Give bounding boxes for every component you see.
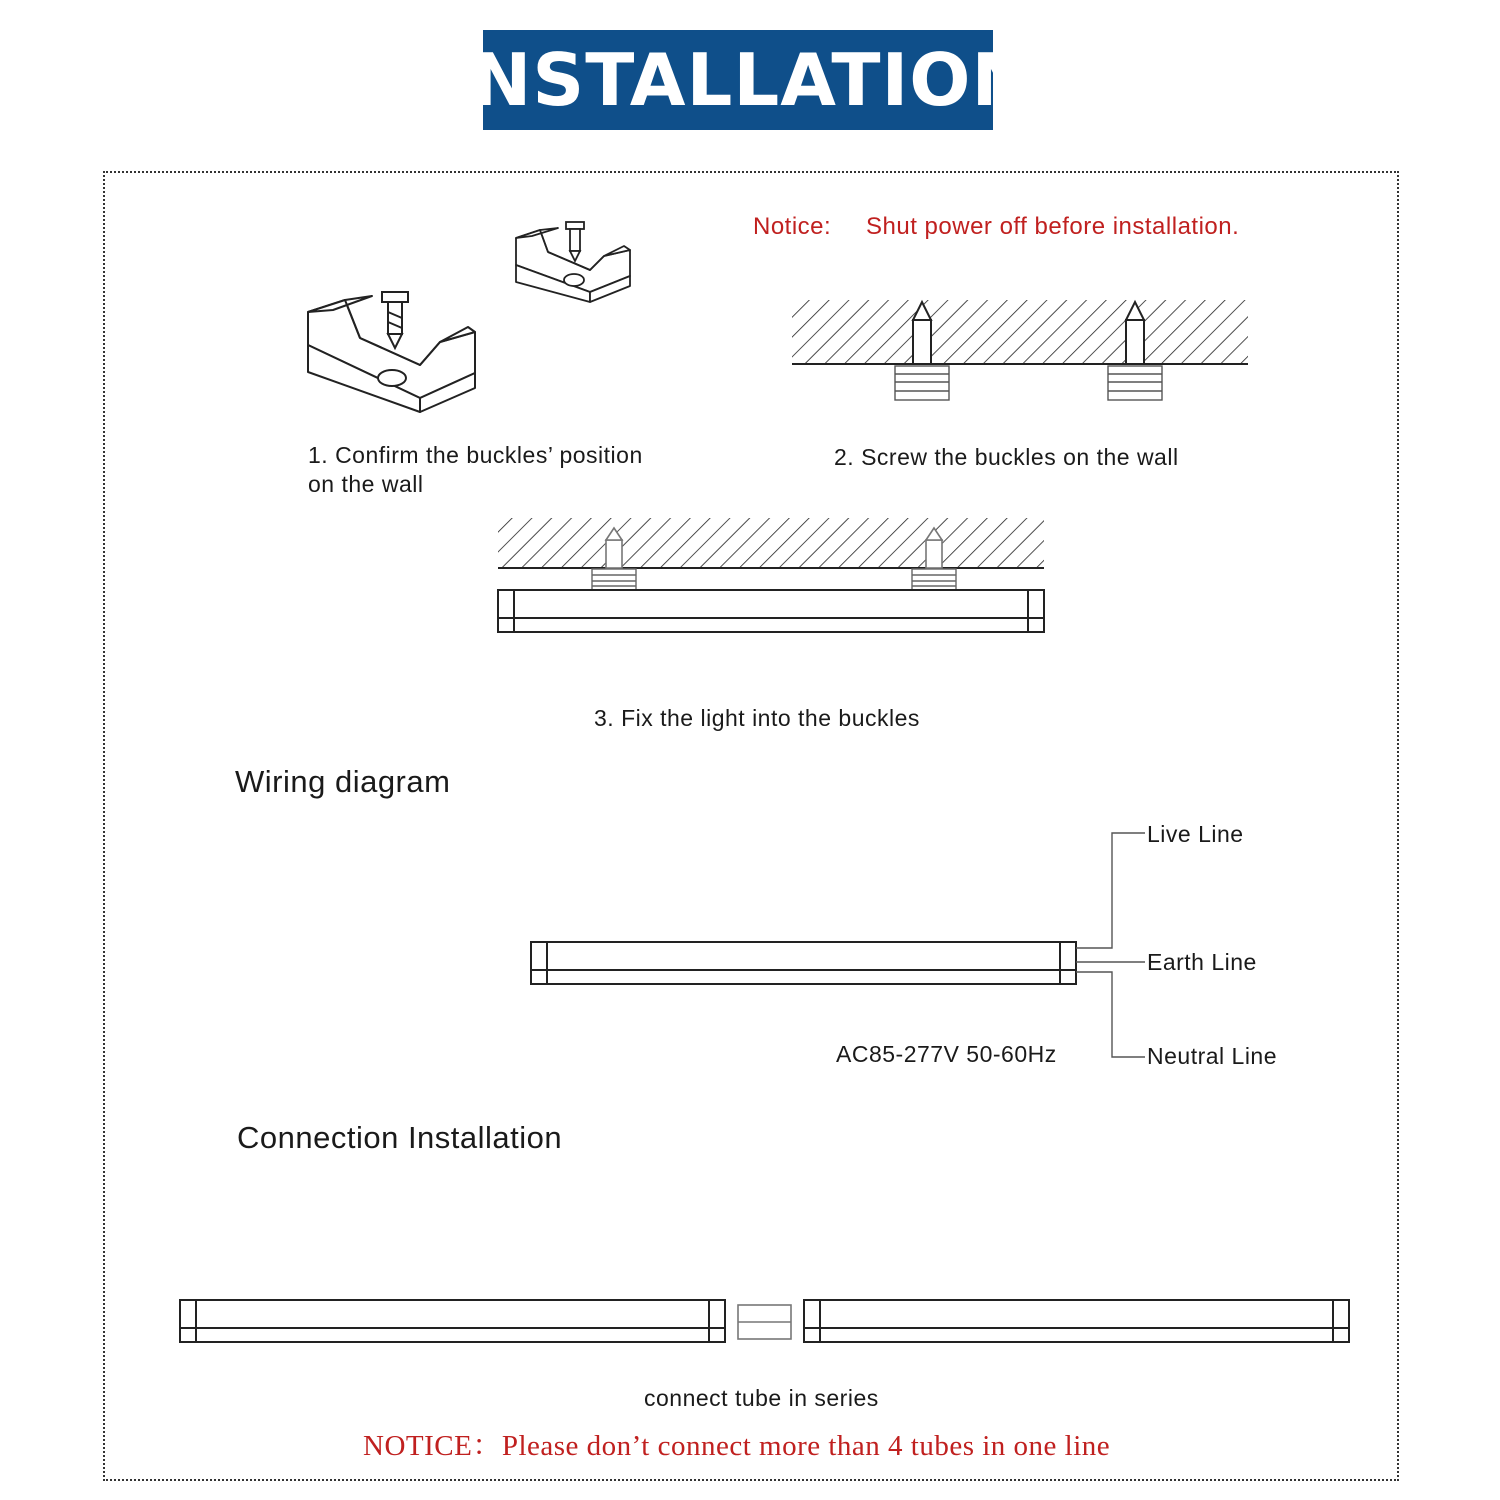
buckle-icon (592, 569, 956, 591)
neutral-line-label: Neutral Line (1147, 1043, 1278, 1069)
tube-light-icon (804, 1300, 1349, 1342)
wire-lines (1076, 833, 1145, 1057)
step-1-line-1: 1. Confirm the buckles’ position (308, 442, 643, 468)
earth-line-label: Earth Line (1147, 949, 1257, 975)
screw-icon (382, 292, 408, 348)
connection-heading: Connection Installation (237, 1120, 563, 1155)
step-1-line-2: on the wall (308, 471, 424, 497)
connection-notice: NOTICE：Please don’t connect more than 4 tubes in one line (363, 1430, 1111, 1462)
step-1-caption (308, 441, 643, 499)
tube-light-icon (180, 1300, 725, 1342)
installation-banner: INSTALLATION (483, 30, 993, 130)
connection-caption: connect tube in series (644, 1385, 879, 1411)
step-2-caption: 2. Screw the buckles on the wall (834, 444, 1179, 470)
live-line-label: Live Line (1147, 821, 1244, 847)
voltage-label: AC85-277V 50-60Hz (836, 1041, 1057, 1067)
connector-icon (738, 1305, 791, 1339)
tube-light-icon (498, 590, 1044, 632)
wiring-heading: Wiring diagram (235, 764, 451, 799)
wall-hatch (498, 518, 1044, 568)
buckle-icon (895, 366, 1162, 400)
notice-text: Shut power off before installation. (866, 213, 1240, 240)
notice-label: Notice: (753, 213, 832, 240)
tube-light-icon (531, 942, 1076, 984)
step-3-caption: 3. Fix the light into the buckles (594, 705, 920, 731)
screw-icon (566, 222, 584, 261)
wall-hatch (792, 300, 1248, 364)
